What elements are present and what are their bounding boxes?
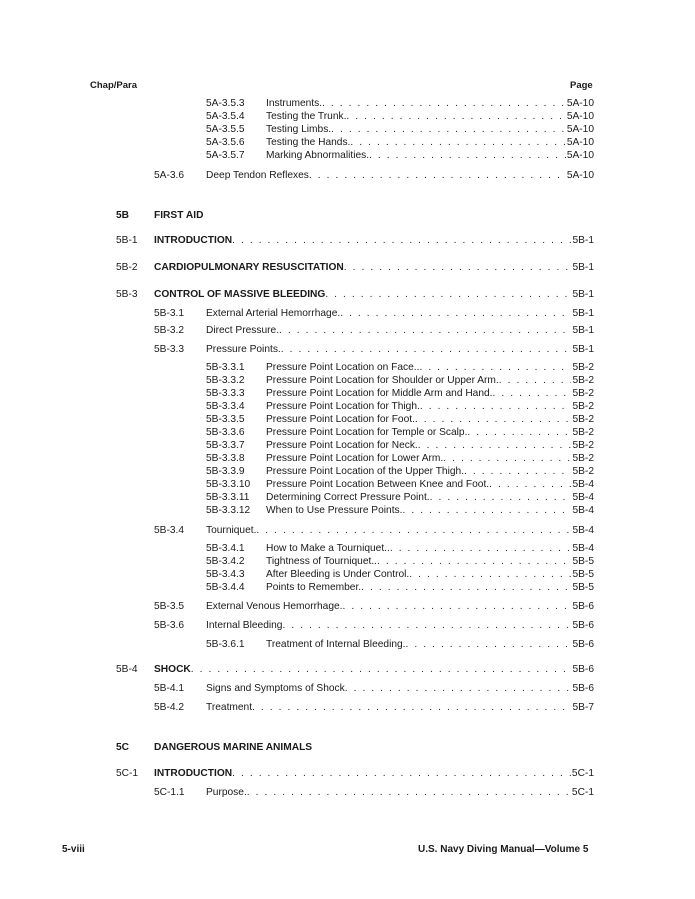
toc-entry-number: 5A-3.5.3 bbox=[206, 98, 245, 109]
toc-entry[interactable] bbox=[206, 439, 594, 452]
toc-entry-page: 5B-6 bbox=[572, 601, 594, 612]
toc-entry-title: Treatment bbox=[206, 702, 253, 713]
toc-entry-title: Points to Remember. bbox=[266, 582, 362, 593]
toc-entry-title: Testing Limbs. bbox=[266, 124, 332, 135]
toc-entry-number: 5B-3.3.2 bbox=[206, 375, 245, 386]
toc-entry-page: 5A-10 bbox=[566, 150, 594, 161]
dot-leader bbox=[252, 701, 571, 714]
toc-entry[interactable] bbox=[206, 478, 594, 491]
toc-entry-page: 5B-2 bbox=[572, 427, 594, 438]
toc-entry[interactable] bbox=[154, 786, 594, 799]
toc-entry-page: 5B-4 bbox=[572, 505, 594, 516]
toc-entry-number: 5B-3.3.3 bbox=[206, 388, 245, 399]
toc-entry[interactable] bbox=[154, 524, 594, 537]
toc-entry[interactable] bbox=[206, 504, 594, 517]
toc-entry-number: 5A-3.5.7 bbox=[206, 150, 245, 161]
toc-entry-page: 5B-1 bbox=[572, 289, 594, 300]
toc-entry[interactable] bbox=[206, 465, 594, 478]
dot-leader bbox=[346, 110, 565, 123]
toc-entry-page: 5B-4 bbox=[572, 492, 594, 503]
toc-entry-title: SHOCK bbox=[154, 664, 191, 675]
toc-entry-title: Pressure Point Location for Shoulder or Upper Arm. bbox=[266, 375, 499, 386]
dot-leader bbox=[279, 324, 571, 337]
dot-leader bbox=[420, 400, 572, 413]
toc-entry-page: 5A-10 bbox=[566, 124, 594, 135]
toc-entry-title: Internal Bleeding bbox=[206, 620, 283, 631]
dot-leader bbox=[499, 374, 572, 387]
toc-entry-title: External Arterial Hemorrhage. bbox=[206, 308, 341, 319]
toc-entry-number: 5B-4.1 bbox=[154, 683, 185, 694]
toc-entry-number: 5B-3.3.11 bbox=[206, 492, 250, 503]
toc-entry[interactable] bbox=[154, 682, 594, 695]
toc-entry[interactable] bbox=[206, 581, 594, 594]
dot-leader bbox=[406, 638, 572, 651]
dot-leader bbox=[419, 361, 571, 374]
toc-entry-number: 5C-1 bbox=[116, 768, 139, 779]
toc-entry-page: 5B-1 bbox=[572, 235, 594, 246]
toc-entry-number: 5B-3.6.1 bbox=[206, 639, 245, 650]
section-title: FIRST AID bbox=[154, 210, 204, 221]
toc-entry[interactable] bbox=[206, 426, 594, 439]
toc-entry[interactable] bbox=[154, 701, 594, 714]
toc-entry[interactable] bbox=[206, 374, 594, 387]
toc-entry[interactable] bbox=[154, 343, 594, 356]
toc-entry[interactable] bbox=[116, 261, 594, 274]
toc-entry-page: 5B-1 bbox=[572, 262, 594, 273]
toc-entry-page: 5B-1 bbox=[572, 325, 594, 336]
toc-entry-title: Deep Tendon Reflexes bbox=[206, 170, 309, 181]
toc-entry-number: 5B-3.4.2 bbox=[206, 556, 245, 567]
toc-entry-page: 5B-2 bbox=[572, 440, 594, 451]
dot-leader bbox=[361, 581, 571, 594]
toc-entry-number: 5A-3.5.4 bbox=[206, 111, 245, 122]
toc-entry[interactable] bbox=[116, 234, 594, 247]
dot-leader bbox=[409, 568, 571, 581]
toc-entry[interactable] bbox=[206, 568, 594, 581]
toc-entry-title: Pressure Point Location for Lower Arm. bbox=[266, 453, 444, 464]
dot-leader bbox=[322, 97, 566, 110]
toc-entry-page: 5B-6 bbox=[572, 664, 594, 675]
toc-entry-number: 5B-3.6 bbox=[154, 620, 185, 631]
toc-entry-page: 5B-2 bbox=[572, 401, 594, 412]
dot-leader bbox=[489, 478, 571, 491]
toc-entry-page: 5B-2 bbox=[572, 466, 594, 477]
header-page: Page bbox=[570, 80, 593, 91]
toc-entry-page: 5B-2 bbox=[572, 388, 594, 399]
dot-leader bbox=[464, 465, 571, 478]
dot-leader bbox=[418, 439, 572, 452]
toc-entry[interactable] bbox=[206, 491, 594, 504]
toc-entry[interactable] bbox=[206, 361, 594, 374]
toc-entry[interactable] bbox=[206, 97, 594, 110]
dot-leader bbox=[377, 555, 571, 568]
toc-entry-page: 5B-6 bbox=[572, 620, 594, 631]
toc-entry-title: Pressure Point Location Between Knee and Foot. bbox=[266, 479, 490, 490]
toc-entry-page: 5B-4 bbox=[572, 543, 594, 554]
toc-entry-number: 5A-3.5.5 bbox=[206, 124, 245, 135]
toc-entry-title: Marking Abnormalities. bbox=[266, 150, 370, 161]
toc-entry-title: How to Make a Tourniquet.. bbox=[266, 543, 390, 554]
toc-entry-number: 5B-3.4.3 bbox=[206, 569, 245, 580]
toc-entry-page: 5C-1 bbox=[571, 787, 594, 798]
toc-entry-page: 5B-5 bbox=[572, 582, 594, 593]
toc-entry-title: Direct Pressure. bbox=[206, 325, 280, 336]
toc-entry-title: Determining Correct Pressure Point. bbox=[266, 492, 430, 503]
toc-entry-page: 5A-10 bbox=[566, 137, 594, 148]
dot-leader bbox=[281, 343, 572, 356]
toc-entry-number: 5B-3.3.1 bbox=[206, 362, 245, 373]
toc-entry-title: CARDIOPULMONARY RESUSCITATION bbox=[154, 262, 344, 273]
toc-entry-title: Pressure Point Location for Temple or Scalp. bbox=[266, 427, 468, 438]
toc-entry[interactable] bbox=[154, 619, 594, 632]
toc-entry-number: 5B-4.2 bbox=[154, 702, 185, 713]
dot-leader bbox=[415, 413, 572, 426]
toc-entry-title: CONTROL OF MASSIVE BLEEDING bbox=[154, 289, 326, 300]
header-chap-para: Chap/Para bbox=[90, 80, 137, 91]
toc-entry-page: 5B-2 bbox=[572, 362, 594, 373]
dot-leader bbox=[331, 123, 566, 136]
dot-leader bbox=[430, 491, 572, 504]
toc-entry-number: 5B-3.3 bbox=[154, 344, 185, 355]
toc-entry-title: Pressure Point Location of the Upper Thigh. bbox=[266, 466, 465, 477]
dot-leader bbox=[342, 600, 571, 613]
toc-entry-title: Pressure Points. bbox=[206, 344, 281, 355]
toc-entry-number: 5B-3 bbox=[116, 289, 138, 300]
dot-leader bbox=[282, 619, 571, 632]
section-title: DANGEROUS MARINE ANIMALS bbox=[154, 742, 313, 753]
dot-leader bbox=[390, 542, 572, 555]
toc-entry-page: 5B-1 bbox=[572, 344, 594, 355]
dot-leader bbox=[232, 767, 571, 780]
toc-entry-page: 5B-1 bbox=[572, 308, 594, 319]
toc-entry-number: 5B-3.3.7 bbox=[206, 440, 245, 451]
toc-entry-number: 5B-3.4.4 bbox=[206, 582, 245, 593]
toc-entry-page: 5B-4 bbox=[572, 525, 594, 536]
toc-entry-title: INTRODUCTION bbox=[154, 768, 233, 779]
toc-entry[interactable] bbox=[206, 413, 594, 426]
toc-entry-page: 5B-2 bbox=[572, 414, 594, 425]
dot-leader bbox=[345, 682, 572, 695]
toc-entry-number: 5B-3.2 bbox=[154, 325, 185, 336]
toc-entry-title: Pressure Point Location on Face.. bbox=[266, 362, 420, 373]
toc-entry-page: 5B-5 bbox=[572, 569, 594, 580]
dot-leader bbox=[191, 663, 572, 676]
toc-entry-page: 5B-4 bbox=[572, 479, 594, 490]
dot-leader bbox=[369, 149, 566, 162]
toc-entry-number: 5B-3.3.9 bbox=[206, 466, 245, 477]
toc-entry-number: 5B-3.3.4 bbox=[206, 401, 245, 412]
toc-entry[interactable] bbox=[154, 324, 594, 337]
toc-entry-page: 5A-10 bbox=[566, 170, 594, 181]
toc-entry-number: 5B-3.3.10 bbox=[206, 479, 251, 490]
toc-entry-page: 5B-6 bbox=[572, 639, 594, 650]
toc-entry-number: 5B-3.3.8 bbox=[206, 453, 245, 464]
toc-entry-title: After Bleeding is Under Control. bbox=[266, 569, 410, 580]
dot-leader bbox=[340, 307, 571, 320]
toc-entry-title: Pressure Point Location for Middle Arm and Hand. bbox=[266, 388, 493, 399]
toc-entry-title: Pressure Point Location for Thigh. bbox=[266, 401, 420, 412]
dot-leader bbox=[467, 426, 571, 439]
toc-entry-title: Instruments. bbox=[266, 98, 323, 109]
toc-entry[interactable] bbox=[206, 387, 594, 400]
toc-entry-title: Pressure Point Location for Foot. bbox=[266, 414, 415, 425]
dot-leader bbox=[493, 387, 572, 400]
dot-leader bbox=[256, 524, 571, 537]
toc-entry[interactable] bbox=[206, 123, 594, 136]
toc-entry-page: 5B-7 bbox=[572, 702, 594, 713]
toc-entry-title: Testing the Hands. bbox=[266, 137, 351, 148]
toc-entry-page: 5B-5 bbox=[572, 556, 594, 567]
toc-entry-page: 5C-1 bbox=[571, 768, 594, 779]
toc-entry-title: Treatment of Internal Bleeding. bbox=[266, 639, 406, 650]
dot-leader bbox=[443, 452, 571, 465]
toc-entry[interactable] bbox=[116, 767, 594, 780]
toc-entry-number: 5B-3.5 bbox=[154, 601, 185, 612]
dot-leader bbox=[350, 136, 565, 149]
section-number: 5C bbox=[116, 742, 130, 753]
toc-entry-number: 5B-3.1 bbox=[154, 308, 185, 319]
toc-entry-title: INTRODUCTION bbox=[154, 235, 233, 246]
dot-leader bbox=[309, 169, 566, 182]
toc-entry-title: Signs and Symptoms of Shock bbox=[206, 683, 345, 694]
toc-entry-number: 5B-1 bbox=[116, 235, 138, 246]
toc-entry[interactable] bbox=[206, 149, 594, 162]
toc-entry-title: Purpose. bbox=[206, 787, 247, 798]
toc-entry[interactable] bbox=[206, 638, 594, 651]
footer-title: U.S. Navy Diving Manual—Volume 5 bbox=[418, 844, 589, 855]
toc-entry-page: 5A-10 bbox=[566, 111, 594, 122]
toc-entry-title: Testing the Trunk. bbox=[266, 111, 347, 122]
toc-entry[interactable] bbox=[206, 136, 594, 149]
toc-entry-page: 5A-10 bbox=[566, 98, 594, 109]
toc-entry-number: 5B-3.3.12 bbox=[206, 505, 251, 516]
toc-entry[interactable] bbox=[116, 288, 594, 301]
section-number: 5B bbox=[116, 210, 130, 221]
toc-entry[interactable] bbox=[206, 555, 594, 568]
toc-entry-number: 5B-3.4.1 bbox=[206, 543, 245, 554]
toc-entry[interactable] bbox=[116, 663, 594, 676]
toc-entry[interactable] bbox=[206, 110, 594, 123]
toc-entry-title: Tourniquet. bbox=[206, 525, 257, 536]
toc-entry-title: Tightness of Tourniquet.. bbox=[266, 556, 377, 567]
toc-entry-number: 5B-3.3.6 bbox=[206, 427, 245, 438]
toc-entry-page: 5B-2 bbox=[572, 375, 594, 386]
dot-leader bbox=[325, 288, 571, 301]
toc-entry[interactable] bbox=[154, 307, 594, 320]
toc-entry-number: 5A-3.6 bbox=[154, 170, 185, 181]
toc-entry[interactable] bbox=[206, 542, 594, 555]
dot-leader bbox=[247, 786, 571, 799]
toc-entry-number: 5B-4 bbox=[116, 664, 138, 675]
dot-leader bbox=[344, 261, 572, 274]
dot-leader bbox=[232, 234, 571, 247]
footer-page-number: 5-viii bbox=[62, 844, 85, 855]
toc-entry[interactable] bbox=[206, 400, 594, 413]
toc-entry-title: Pressure Point Location for Neck. bbox=[266, 440, 418, 451]
toc-entry-page: 5B-6 bbox=[572, 683, 594, 694]
dot-leader bbox=[402, 504, 571, 517]
toc-entry-number: 5B-2 bbox=[116, 262, 138, 273]
toc-entry-number: 5A-3.5.6 bbox=[206, 137, 245, 148]
toc-entry[interactable] bbox=[154, 169, 594, 182]
toc-entry-page: 5B-2 bbox=[572, 453, 594, 464]
toc-entry[interactable] bbox=[154, 600, 594, 613]
toc-entry-number: 5B-3.3.5 bbox=[206, 414, 245, 425]
toc-entry-number: 5B-3.4 bbox=[154, 525, 185, 536]
toc-entry[interactable] bbox=[206, 452, 594, 465]
toc-entry-title: When to Use Pressure Points. bbox=[266, 505, 403, 516]
toc-entry-number: 5C-1.1 bbox=[154, 787, 185, 798]
toc-entry-title: External Venous Hemorrhage. bbox=[206, 601, 343, 612]
